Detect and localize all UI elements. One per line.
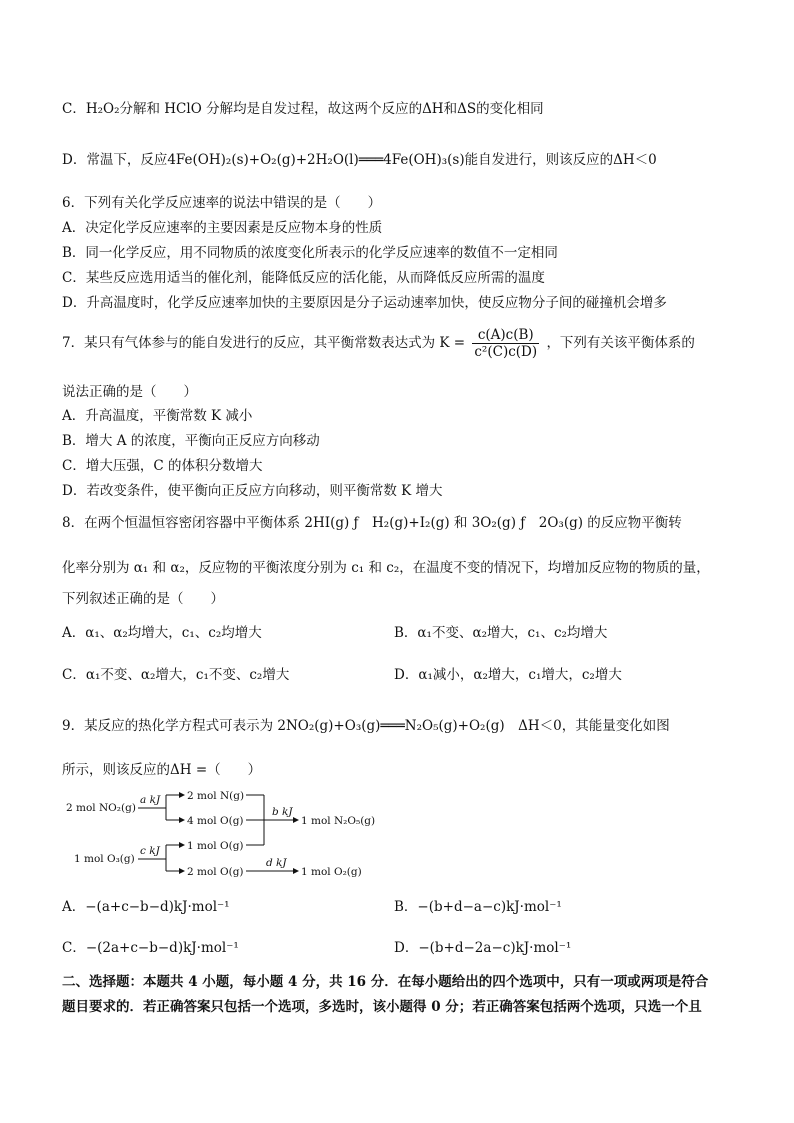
diagram-label-n2o5: 1 mol N₂O₅(g) — [301, 815, 376, 827]
q7-fraction-denominator: c²(C)c(D) — [474, 344, 538, 360]
q6-option-b: B．同一化学反应，用不同物质的浓度变化所表示的化学反应速率的数值不一定相同 — [62, 245, 558, 261]
q7-equilibrium-fraction — [472, 327, 539, 360]
q8-stem-line1: 8．在两个恒温恒容密闭容器中平衡体系 2HI(g) ƒ H₂(g)+I₂(g) 和 3O₂(g) ƒ 2O₃(g) 的反应物平衡转 — [62, 515, 682, 531]
diagram-label-o4: 4 mol O(g) — [187, 815, 244, 827]
q7-stem — [62, 327, 695, 360]
q8-stem-line3: 下列叙述正确的是（ ） — [62, 591, 224, 607]
section2-instructions-line2: 题目要求的．若正确答案只包括一个选项，多选时，该小题得 0 分；若正确答案包括两个选项，只选一个且 — [62, 999, 702, 1015]
diagram-label-c: c kJ — [140, 845, 160, 857]
q6-stem: 6．下列有关化学反应速率的说法中错误的是（ ） — [62, 195, 382, 211]
q7-option-b: B．增大 A 的浓度，平衡向正反应方向移动 — [62, 433, 320, 449]
q7-option-a: A．升高温度，平衡常数 K 减小 — [62, 408, 253, 424]
q8-option-d: D．α₁减小，α₂增大，c₁增大，c₂增大 — [394, 667, 622, 683]
diagram-label-d: d kJ — [266, 857, 287, 869]
diagram-label-b: b kJ — [272, 806, 293, 818]
diagram-label-o3: 1 mol O₃(g) — [74, 853, 135, 865]
q5-option-c: C．H₂O₂分解和 HClO 分解均是自发过程，故这两个反应的ΔH和ΔS的变化相同 — [62, 101, 544, 117]
diagram-label-o1: 1 mol O(g) — [187, 840, 244, 852]
q9-stem-line2: 所示，则该反应的ΔH =（ ） — [62, 762, 262, 778]
q8-option-c: C．α₁不变、α₂增大，c₁不变、c₂增大 — [62, 667, 290, 683]
diagram-label-no2: 2 mol NO₂(g) — [66, 802, 136, 814]
q9-option-c: C．−(2a+c−b−d)kJ·mol⁻¹ — [62, 940, 239, 956]
q6-option-c: C．某些反应选用适当的催化剂，能降低反应的活化能，从而降低反应所需的温度 — [62, 270, 545, 286]
q8-stem-line2: 化率分别为 α₁ 和 α₂，反应物的平衡浓度分别为 c₁ 和 c₂，在温度不变的情况下，均增加反应物的物质的量， — [62, 560, 710, 576]
diagram-label-o2atoms: 2 mol O(g) — [187, 866, 244, 878]
q7-option-d: D．若改变条件，使平衡向正反应方向移动，则平衡常数 K 增大 — [62, 483, 443, 499]
q9-option-b: B．−(b+d−a−c)kJ·mol⁻¹ — [394, 899, 562, 915]
q6-option-d: D．升高温度时，化学反应速率加快的主要原因是分子运动速率加快，使反应物分子间的碰撞机会增多 — [62, 295, 667, 311]
q7-stem-post: ，下列有关该平衡体系的 — [546, 335, 695, 351]
q7-fraction-numerator: c(A)c(B) — [472, 327, 539, 344]
q9-option-d: D．−(b+d−2a−c)kJ·mol⁻¹ — [394, 940, 572, 956]
diagram-label-a: a kJ — [140, 794, 161, 806]
q6-option-a: A．决定化学反应速率的主要因素是反应物本身的性质 — [62, 220, 383, 236]
q7-stem-pre: 7．某只有气体参与的能自发进行的反应，其平衡常数表达式为 K = — [62, 335, 466, 351]
q7-stem-continued: 说法正确的是（ ） — [62, 384, 197, 400]
section2-instructions-line1: 二、选择题：本题共 4 小题，每小题 4 分，共 16 分．在每小题给出的四个选项中，只有一项或两项是符合 — [62, 974, 709, 990]
q8-option-b: B．α₁不变、α₂增大，c₁、c₂均增大 — [394, 625, 608, 641]
q9-stem-line1: 9．某反应的热化学方程式可表示为 2NO₂(g)+O₃(g)═══N₂O₅(g)+O₂(g) ΔH＜0，其能量变化如图 — [62, 718, 670, 734]
diagram-label-o2mol: 1 mol O₂(g) — [301, 866, 362, 878]
q7-option-c: C．增大压强，C 的体积分数增大 — [62, 458, 263, 474]
q8-option-a: A．α₁、α₂均增大，c₁、c₂均增大 — [62, 625, 262, 641]
q9-option-a: A．−(a+c−b−d)kJ·mol⁻¹ — [62, 899, 230, 915]
q9-energy-diagram — [66, 787, 396, 885]
diagram-label-n: 2 mol N(g) — [187, 790, 245, 802]
q5-option-d: D．常温下，反应4Fe(OH)₂(s)+O₂(g)+2H₂O(l)═══4Fe(OH)₃(s)能自发进行，则该反应的ΔH＜0 — [62, 152, 657, 168]
